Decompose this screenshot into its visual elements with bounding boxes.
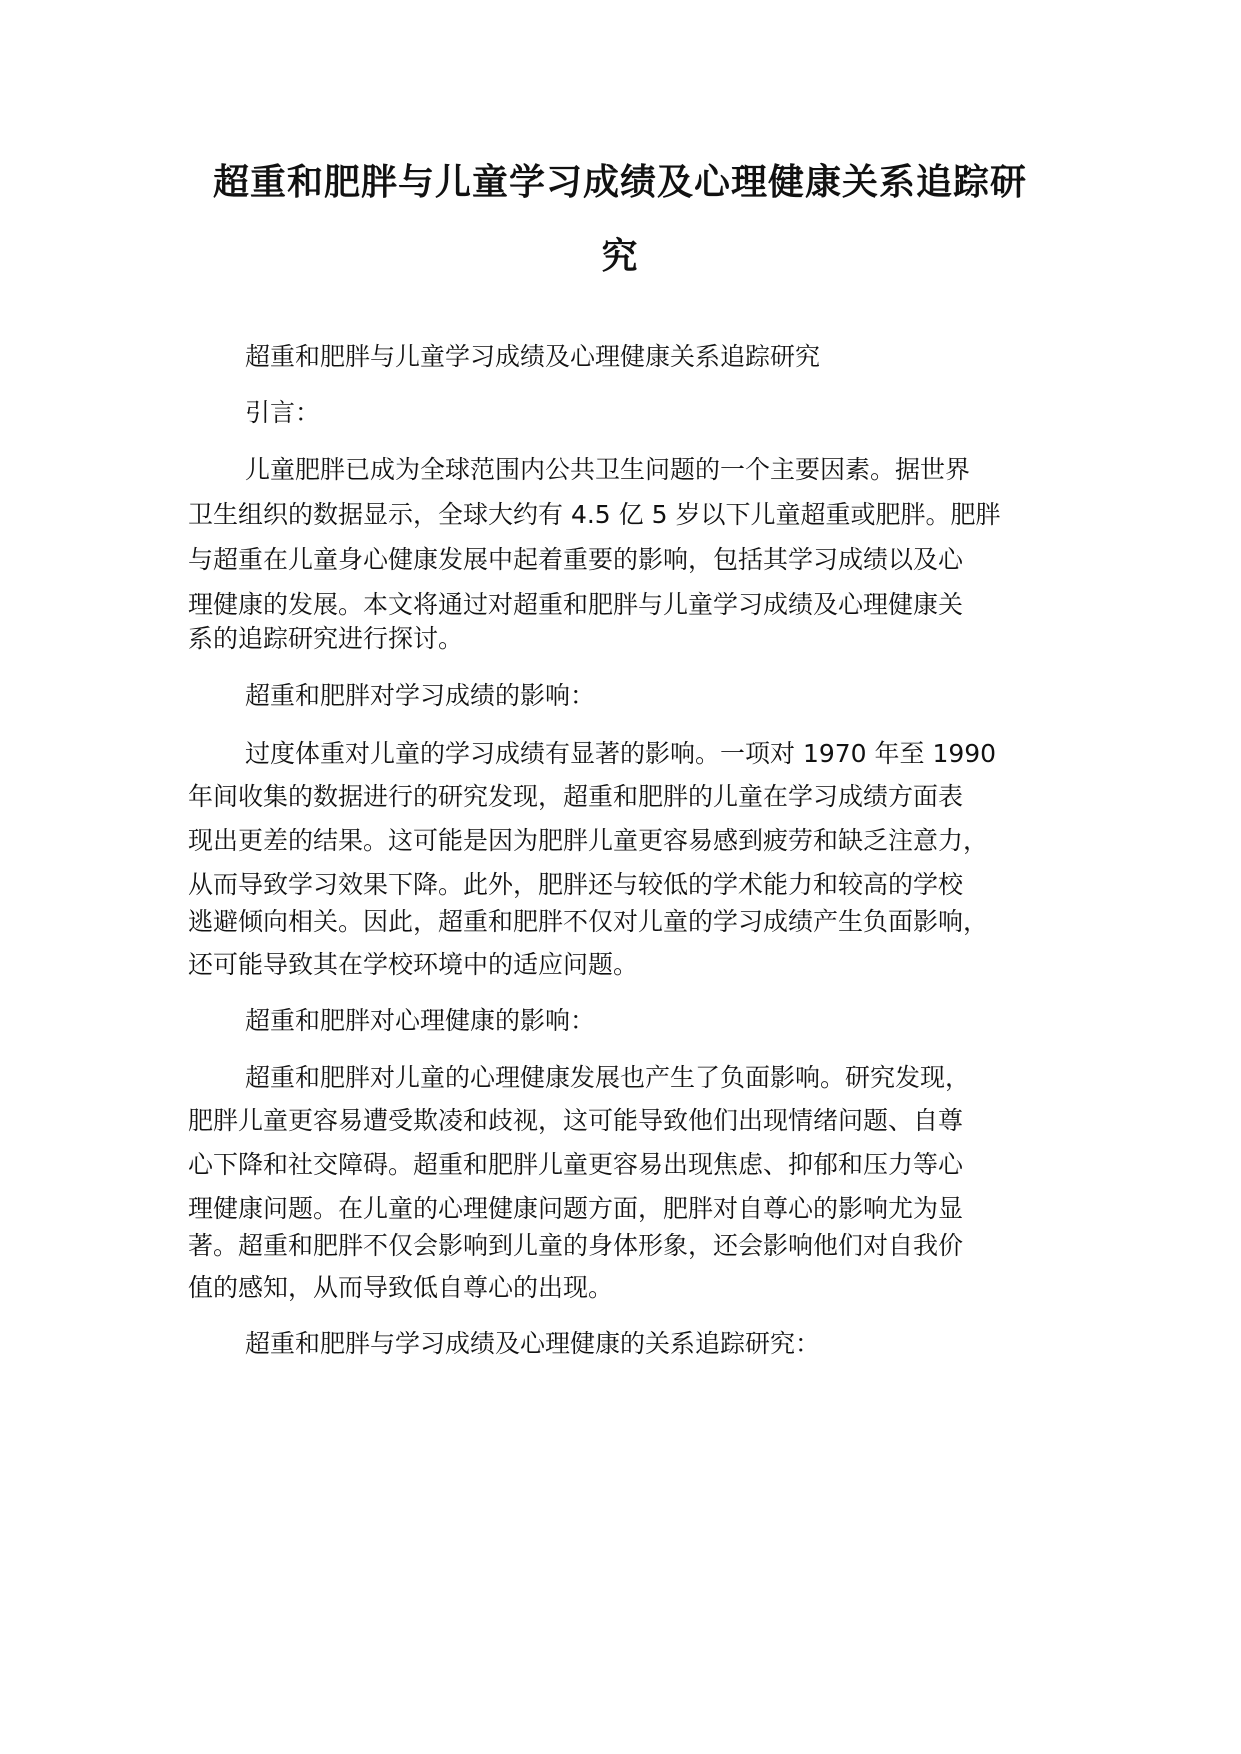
document-title-line-2: 究 bbox=[601, 236, 639, 277]
text-line: 值的感知，从而导致低自尊心的出现。 bbox=[188, 1273, 614, 1302]
text-line: 过度体重对儿童的学习成绩有显著的影响。一项对 1970 年至 1990 bbox=[245, 739, 997, 768]
text-line: 儿童肥胖已成为全球范围内公共卫生问题的一个主要因素。据世界 bbox=[245, 455, 971, 484]
heading-mental-health-impact: 超重和肥胖对心理健康的影响： bbox=[245, 1006, 596, 1035]
text-line: 理健康的发展。本文将通过对超重和肥胖与儿童学习成绩及心理健康关 bbox=[188, 590, 964, 619]
text-line: 还可能导致其在学校环境中的适应问题。 bbox=[188, 950, 639, 979]
text-line: 著。超重和肥胖不仅会影响到儿童的身体形象，还会影响他们对自我价 bbox=[188, 1231, 964, 1260]
text-line: 与超重在儿童身心健康发展中起着重要的影响，包括其学习成绩以及心 bbox=[188, 545, 964, 574]
text-line: 年间收集的数据进行的研究发现，超重和肥胖的儿童在学习成绩方面表 bbox=[188, 782, 964, 811]
document-title-line-1: 超重和肥胖与儿童学习成绩及心理健康关系追踪研 bbox=[212, 162, 1027, 203]
text-line: 心下降和社交障碍。超重和肥胖儿童更容易出现焦虑、抑郁和压力等心 bbox=[188, 1150, 964, 1179]
text-line: 超重和肥胖对儿童的心理健康发展也产生了负面影响。研究发现， bbox=[245, 1063, 971, 1092]
text-line: 逃避倾向相关。因此，超重和肥胖不仅对儿童的学习成绩产生负面影响， bbox=[188, 907, 989, 936]
text-line: 理健康问题。在儿童的心理健康问题方面，肥胖对自尊心的影响尤为显 bbox=[188, 1194, 964, 1223]
text-line: 从而导致学习效果下降。此外，肥胖还与较低的学术能力和较高的学校 bbox=[188, 870, 964, 899]
heading-tracking-study: 超重和肥胖与学习成绩及心理健康的关系追踪研究： bbox=[245, 1329, 821, 1358]
heading-introduction: 引言： bbox=[245, 398, 321, 427]
text-line: 卫生组织的数据显示，全球大约有 4.5 亿 5 岁以下儿童超重或肥胖。肥胖 bbox=[188, 500, 1001, 529]
text-line: 现出更差的结果。这可能是因为肥胖儿童更容易感到疲劳和缺乏注意力， bbox=[188, 826, 989, 855]
text-line-subtitle: 超重和肥胖与儿童学习成绩及心理健康关系追踪研究 bbox=[245, 342, 821, 371]
text-line: 系的追踪研究进行探讨。 bbox=[188, 624, 464, 653]
heading-academic-impact: 超重和肥胖对学习成绩的影响： bbox=[245, 681, 596, 710]
text-line: 肥胖儿童更容易遭受欺凌和歧视，这可能导致他们出现情绪问题、自尊 bbox=[188, 1106, 964, 1135]
